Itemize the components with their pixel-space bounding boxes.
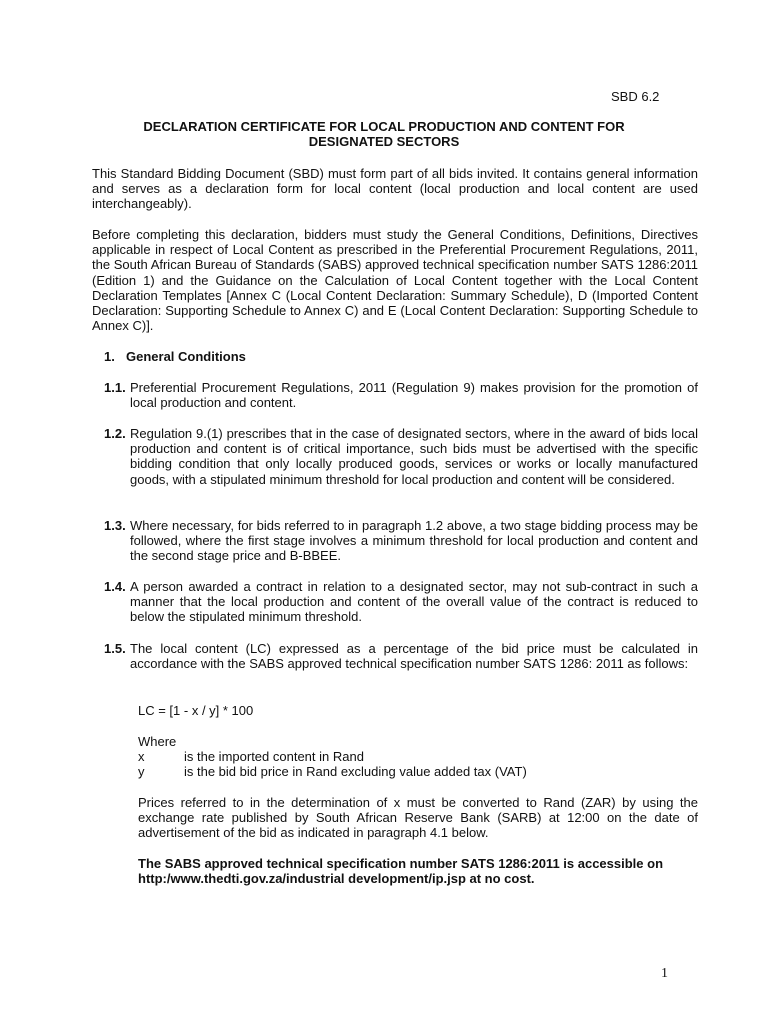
clause-number: 1.2. [104,426,126,441]
clause-number: 1.3. [104,518,126,533]
clause-number: 1.1. [104,380,126,395]
prices-paragraph: Prices referred to in the determination of x must be converted to Rand (ZAR) by using the exchange rate published by South African Reserve Bank (SARB) at 12:00 on the date of advertisement of the bid as indicated in paragraph 4.1 below. [138,795,698,841]
variable-description: is the imported content in Rand [184,749,364,764]
clause-text: A person awarded a contract in relation to a designated sector, may not sub-contract in such a manner that the local production and content of the overall value of the contract is reduced to below the stipulated minimum threshold. [130,579,698,625]
section-heading [104,349,246,364]
clause-1-3 [104,518,698,564]
where-label: Where [138,734,177,749]
variable-y [138,764,527,779]
section-number: 1. [104,349,115,364]
form-reference: SBD 6.2 [611,89,660,104]
clause-text: Preferential Procurement Regulations, 2011 (Regulation 9) makes provision for the promotion of local production and content. [130,380,698,411]
clause-1-2 [104,426,698,487]
variable-x [138,749,364,764]
section-title: General Conditions [126,349,246,364]
clause-text: The local content (LC) expressed as a percentage of the bid price must be calculated in accordance with the SABS approved technical specification number SATS 1286: 2011 as follows: [130,641,698,672]
sabs-access-note: The SABS approved technical specification number SATS 1286:2011 is accessible on http:/www.thedti.gov.za/industrial development/ip.jsp at no cost. [138,856,664,887]
title-line-1: DECLARATION CERTIFICATE FOR LOCAL PRODUCTION AND CONTENT FOR [143,119,625,134]
page-number: 1 [661,966,668,981]
clause-text: Regulation 9.(1) prescribes that in the case of designated sectors, where in the award of bids local production and content is of critical importance, such bids must be advertised with the specific bidding condition that only locally produced goods, services or works or locally manufactured goods, with a stipulated minimum threshold for local production and content will be considered. [130,426,698,487]
variable-symbol: x [138,749,145,764]
clause-text: Where necessary, for bids referred to in paragraph 1.2 above, a two stage bidding process may be followed, where the first stage involves a minimum threshold for local production and content and the second stage price and B-BBEE. [130,518,698,564]
clause-number: 1.5. [104,641,126,656]
before-completing-paragraph: Before completing this declaration, bidders must study the General Conditions, Definitions, Directives applicable in respect of Local Content as prescribed in the Preferential Procurement Regulations, 2011, the South African Bureau of Standards (SABS) approved technical specification number SATS 1286:2011 (Edition 1) and the Guidance on the Calculation of Local Content together with the Local Content Declaration Templates [Annex C (Local Content Declaration: Summary Schedule), D (Imported Content Declaration: Supporting Schedule to Annex C) and E (Local Content Declaration: Supporting Schedule to Annex C)]. [92,227,698,334]
intro-paragraph: This Standard Bidding Document (SBD) must form part of all bids invited. It contains general information and serves as a declaration form for local content (local production and local content are used interchangeably). [92,166,698,212]
clause-1-5 [104,641,698,671]
variable-description: is the bid bid price in Rand excluding value added tax (VAT) [184,764,527,779]
title-line-2: DESIGNATED SECTORS [308,134,460,149]
clause-number: 1.4. [104,579,126,594]
clause-1-1 [104,380,698,410]
clause-1-4 [104,579,698,625]
variable-symbol: y [138,764,145,779]
document-title [92,119,676,149]
lc-formula: LC = [1 - x / y] * 100 [138,703,254,718]
